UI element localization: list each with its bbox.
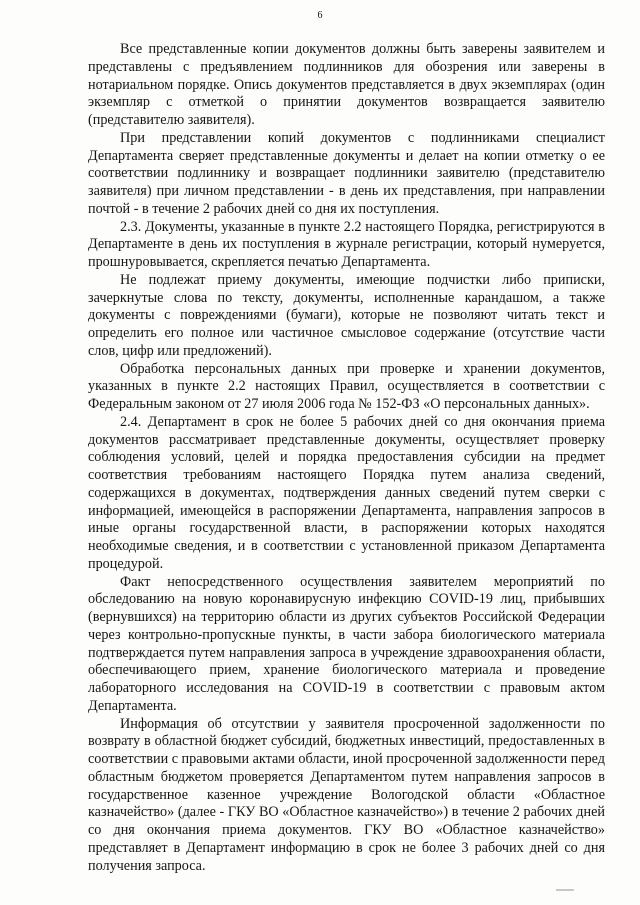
paragraph-personal-data: Обработка персональных данных при проверке и хранении документов, указанных в пункте 2.2 настоящих Правил, осуществляется в соответствии с Федеральным законом от 27 июля 2006 года № 152-ФЗ «О персональных данных». — [88, 360, 605, 412]
scan-mark — [556, 889, 574, 891]
paragraph-rejected-documents: Не подлежат приему документы, имеющие подчистки либо приписки, зачеркнутые слова по тексту, документы, исполненные карандашом, а также документы с повреждениями (бумаги), которые не позволяют читать текст и определить его полное или частичное смысловое содержание (отсутствие части слов, цифр или предложений). — [88, 271, 605, 359]
paragraph-debt-check: Информация об отсутствии у заявителя просроченной задолженности по возврату в областной бюджет субсидий, бюджетных инвестиций, предоставленных в соответствии с правовыми актами области, иной просроченной задолженности перед областным бюджетом проверяется Департаментом путем направления запросов в государственное казенное учреждение Вологодской области «Областное казначейство» (далее - ГКУ ВО «Областное казначейство») в течение 2 рабочих дней со дня окончания приема документов. ГКУ ВО «Областное казначейство» представляет в Департамент информацию в срок не более 3 рабочих дней со дня получения запроса. — [88, 715, 606, 874]
paragraph-2-4-review: 2.4. Департамент в срок не более 5 рабочих дней со дня окончания приема документов рассматривает представленные документы, осуществляет проверку соблюдения условий, целей и порядка предоставления субсидии на предмет соответствия требованиям настоящего Порядка путем анализа сведений, содержащихся в документах, подтверждения данных сведений путем сверки с информацией, имеющейся в распоряжении Департамента, направления запросов в иные органы государственной власти, в распоряжении которых находятся необходимые сведения, и в соответствии с установленной приказом Департамента процедурой. — [88, 413, 605, 572]
page-number: 6 — [317, 10, 323, 21]
paragraph-copies-certification: Все представленные копии документов должны быть заверены заявителем и представлены с предъявлением подлинников для обозрения или заверены в нотариальном порядке. Опись документов представляется в двух экземплярах (один экземпляр с отметкой о принятии документов возвращается заявителю (представителю заявителя). — [88, 41, 605, 128]
paragraph-covid-testing: Факт непосредственного осуществления заявителем мероприятий по обследованию на новую коронавирусную инфекцию COVID-19 лиц, прибывших (вернувшихся) на территорию области из других субъектов Российской Федерации через контрольно-пропускные пункты, в части забора биологического материала подтверждается путем направления запроса в учреждение здравоохранения области, обеспечивающего прием, хранение биологического материала и проведение лабораторного исследования на COVID-19 в соответствии с правовым актом Департамента. — [88, 573, 605, 714]
paragraph-originals-verification: При представлении копий документов с подлинниками специалист Департамента сверяет представленные документы и делает на копии отметку о ее соответствии подлиннику и возвращает подлинники заявителю (представителю заявителя) при личном представлении - в день их представления, при направлении почтой - в течение 2 рабочих дней со дня их поступления. — [88, 129, 605, 217]
document-body — [88, 41, 605, 875]
paragraph-2-3-registration: 2.3. Документы, указанные в пункте 2.2 настоящего Порядка, регистрируются в Департаменте в день их поступления в журнале регистрации, который нумеруется, прошнуровывается, скрепляется печатью Департамента. — [88, 218, 605, 270]
